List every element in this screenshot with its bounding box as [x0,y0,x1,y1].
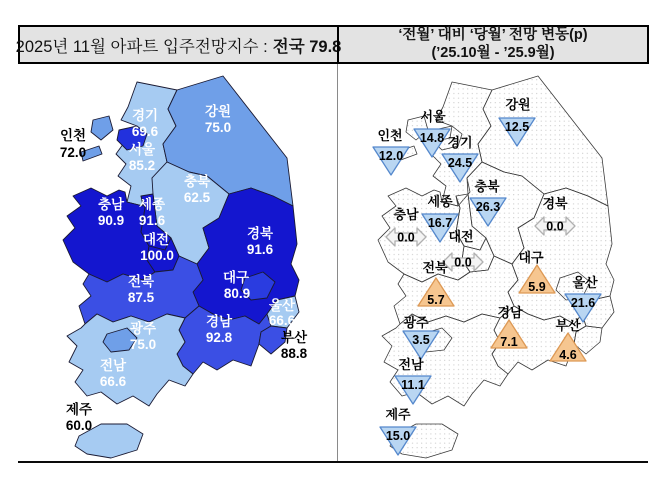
region-busan-label: 부산 [280,330,308,345]
marker-chungbuk-label: 충북 [474,179,500,194]
marker-incheon-label: 인천 [377,128,403,143]
region-seoul-label: 서울 [128,142,156,157]
marker-gwangju-label: 광주 [403,315,429,330]
region-gyeongbuk-label: 경북 [246,226,274,241]
region-jeju-value: 60.0 [65,418,93,433]
region-incheon-label: 인천 [59,128,87,143]
marker-daegu-value: 5.9 [528,280,546,294]
marker-gyeongbuk-value: 0.0 [546,219,564,234]
region-gangwon-value: 75.0 [204,120,232,135]
header [15,25,649,64]
marker-gyeongnam-label: 경남 [497,305,523,320]
region-daegu-value: 80.9 [223,286,251,301]
marker-daegu-label: 대구 [518,250,544,265]
region-gwangju-label: 광주 [129,321,157,336]
region-ulsan-label: 울산 [268,298,296,313]
region-incheon-value: 72.0 [59,145,87,160]
region-daejeon-label: 대전 [142,232,170,247]
marker-incheon-value: 12.0 [378,149,404,163]
region-gyeonggi-label: 경기 [131,108,159,123]
right-panel-title [337,27,647,62]
marker-chungbuk-value: 26.3 [475,200,501,214]
region-jeju-label: 제주 [65,402,93,417]
region-jeonbuk-label: 전북 [127,274,155,289]
right-title-line1: ‘전월’ 대비 ‘당월’ 전망 변동(p) [398,27,588,44]
region-gangwon-label: 강원 [204,104,232,119]
marker-gyeonggi-label: 경기 [447,135,473,150]
marker-jeju-value: 15.0 [385,429,411,443]
marker-seoul-value: 14.8 [419,131,445,145]
region-jeonnam-label: 전남 [99,358,127,373]
marker-gyeongbuk-label: 경북 [542,196,568,211]
marker-jeonbuk-label: 전북 [422,260,448,275]
left-panel-title [15,27,342,62]
marker-ulsan-value: 21.6 [570,296,596,310]
marker-busan-value: 4.6 [559,348,577,362]
region-gwangju-value: 75.0 [129,337,157,352]
bottom-rule [18,461,648,463]
right-change-map [370,74,630,464]
region-gyeonggi-value: 69.6 [131,124,159,139]
region-gyeongnam-label: 경남 [205,314,233,329]
marker-jeonnam-value: 11.1 [401,378,425,392]
marker-gwangju-value: 3.5 [412,333,430,347]
region-chungbuk-label: 충북 [183,174,211,189]
region-chungbuk-value: 62.5 [183,190,211,205]
marker-sejong-label: 세종 [427,194,453,209]
region-ulsan-value: 66.6 [268,313,296,328]
marker-daejeon-value: 0.0 [454,255,472,270]
region-incheon-shape [91,116,113,140]
left-choropleth-map [55,74,315,464]
marker-gyeongnam-value: 7.1 [500,335,518,349]
panel-divider [337,64,338,462]
marker-chungnam-value: 0.0 [397,230,415,245]
region-daegu-label: 대구 [222,270,250,285]
marker-ulsan-label: 울산 [572,275,598,290]
marker-gangwon-value: 12.5 [504,120,530,134]
left-title-national-value: 전국 79.8 [272,37,342,56]
marker-daejeon-label: 대전 [448,229,474,244]
marker-busan-label: 부산 [555,318,581,333]
region-chungnam-label: 충남 [97,197,125,212]
marker-chungnam-label: 충남 [393,207,419,222]
marker-jeju-label: 제주 [385,407,411,422]
region-gyeongnam-value: 92.8 [205,330,233,345]
marker-incheon [373,128,409,175]
marker-seoul-label: 서울 [420,109,446,124]
region-busan-value: 88.8 [280,346,308,361]
left-title-text: 2025년 11월 아파트 입주전망지수 : [15,37,268,56]
marker-gyeonggi-value: 24.5 [447,156,473,170]
region-jeonbuk-value: 87.5 [127,290,155,305]
right-title-line2: (’25.10월 - ’25.9월) [431,44,555,61]
region-sejong-label: 세종 [138,197,166,212]
marker-gangwon-label: 강원 [505,97,531,112]
region-jeonnam-value: 66.6 [99,374,127,389]
region-seoul-value: 85.2 [128,158,156,173]
region-chungnam-value: 90.9 [97,213,125,228]
marker-jeonbuk-value: 5.7 [427,293,445,307]
region-gyeongbuk-value: 91.6 [246,242,274,257]
region-sejong-value: 91.6 [138,213,166,228]
marker-sejong-value: 16.7 [427,216,453,230]
marker-jeonnam-label: 전남 [398,357,424,372]
region-daejeon-value: 100.0 [140,248,174,263]
